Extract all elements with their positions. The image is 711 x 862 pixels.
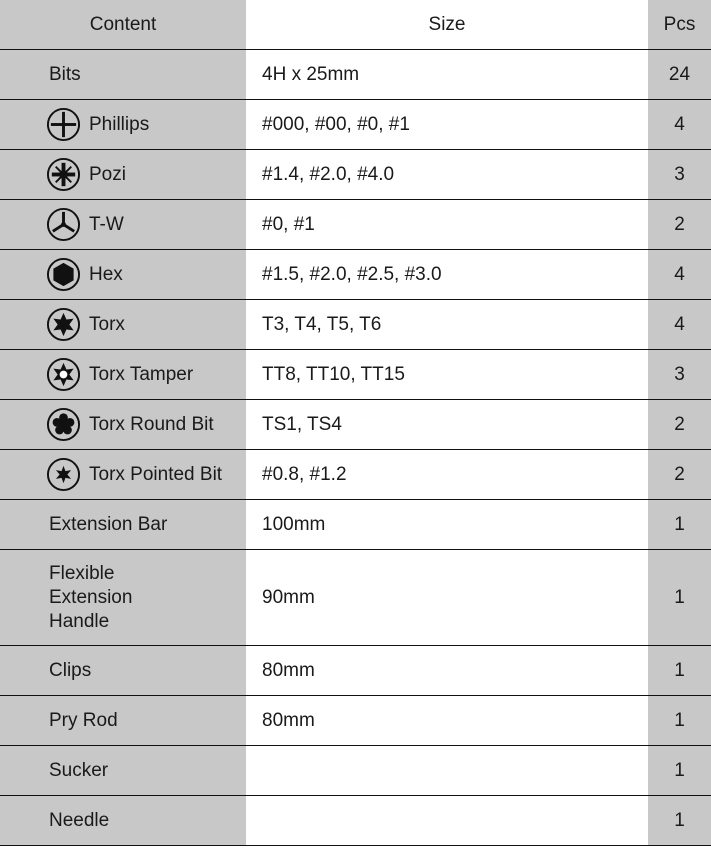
size-cell: #000, #00, #0, #1 [246,100,648,150]
pcs-cell: 4 [648,250,711,300]
content-cell: Sucker [0,746,246,796]
content-label: Torx Tamper [89,363,194,385]
content-label: Flexible Extension Handle [49,562,133,632]
content-label: Pozi [89,163,126,185]
size-cell: 80mm [246,646,648,696]
size-cell: TS1, TS4 [246,400,648,450]
table-row [0,250,711,300]
size-cell [246,796,648,846]
pcs-cell: 3 [648,350,711,400]
table-row [0,646,711,696]
pcs-cell: 2 [648,200,711,250]
content-label: Hex [89,263,123,285]
table-row [0,796,711,846]
pcs-cell: 4 [648,100,711,150]
hex-icon [46,257,81,292]
content-cell [0,300,246,350]
pcs-cell: 3 [648,150,711,200]
header-pcs: Pcs [648,0,711,50]
size-cell: 100mm [246,500,648,550]
content-cell [0,150,246,200]
pcs-cell: 2 [648,400,711,450]
torx-pointed-icon [46,457,81,492]
torx-round-icon [46,407,81,442]
header-content: Content [0,0,246,50]
content-cell [0,100,246,150]
table-row [0,500,711,550]
content-cell: Extension Bar [0,500,246,550]
pcs-cell: 1 [648,746,711,796]
size-cell: TT8, TT10, TT15 [246,350,648,400]
content-label: Torx Round Bit [89,413,214,435]
content-cell [0,200,246,250]
pcs-cell: 1 [648,796,711,846]
content-cell [0,350,246,400]
content-cell [0,400,246,450]
size-cell: #0, #1 [246,200,648,250]
content-cell: Needle [0,796,246,846]
content-cell: Bits [0,50,246,100]
size-cell: #1.4, #2.0, #4.0 [246,150,648,200]
size-cell: #0.8, #1.2 [246,450,648,500]
pcs-cell: 1 [648,500,711,550]
table-row [0,400,711,450]
table-row [0,300,711,350]
size-cell: 90mm [246,550,648,646]
pcs-cell: 1 [648,646,711,696]
content-label: Phillips [89,113,150,135]
tri-wing-icon [46,207,81,242]
pcs-cell: 4 [648,300,711,350]
header-size: Size [246,0,648,50]
table-row [0,50,711,100]
content-label: T-W [89,213,124,235]
content-cell [0,250,246,300]
size-cell: T3, T4, T5, T6 [246,300,648,350]
size-cell [246,746,648,796]
content-label: Torx Pointed Bit [89,463,223,485]
content-cell: Pry Rod [0,696,246,746]
pcs-cell: 24 [648,50,711,100]
size-cell: 4H x 25mm [246,50,648,100]
torx-icon [46,307,81,342]
table-row [0,150,711,200]
pcs-cell: 1 [648,696,711,746]
content-cell: Clips [0,646,246,696]
table-row [0,100,711,150]
content-cell [0,550,246,646]
table-row [0,696,711,746]
table-row [0,350,711,400]
pcs-cell: 2 [648,450,711,500]
content-cell [0,450,246,500]
table-header [0,0,711,50]
torx-tamper-icon [46,357,81,392]
size-cell: #1.5, #2.0, #2.5, #3.0 [246,250,648,300]
table-row [0,450,711,500]
phillips-icon [46,107,81,142]
pozi-icon [46,157,81,192]
table-row [0,746,711,796]
pcs-cell: 1 [648,550,711,646]
size-cell: 80mm [246,696,648,746]
table-row [0,550,711,646]
content-label: Torx [89,313,125,335]
table-row [0,200,711,250]
